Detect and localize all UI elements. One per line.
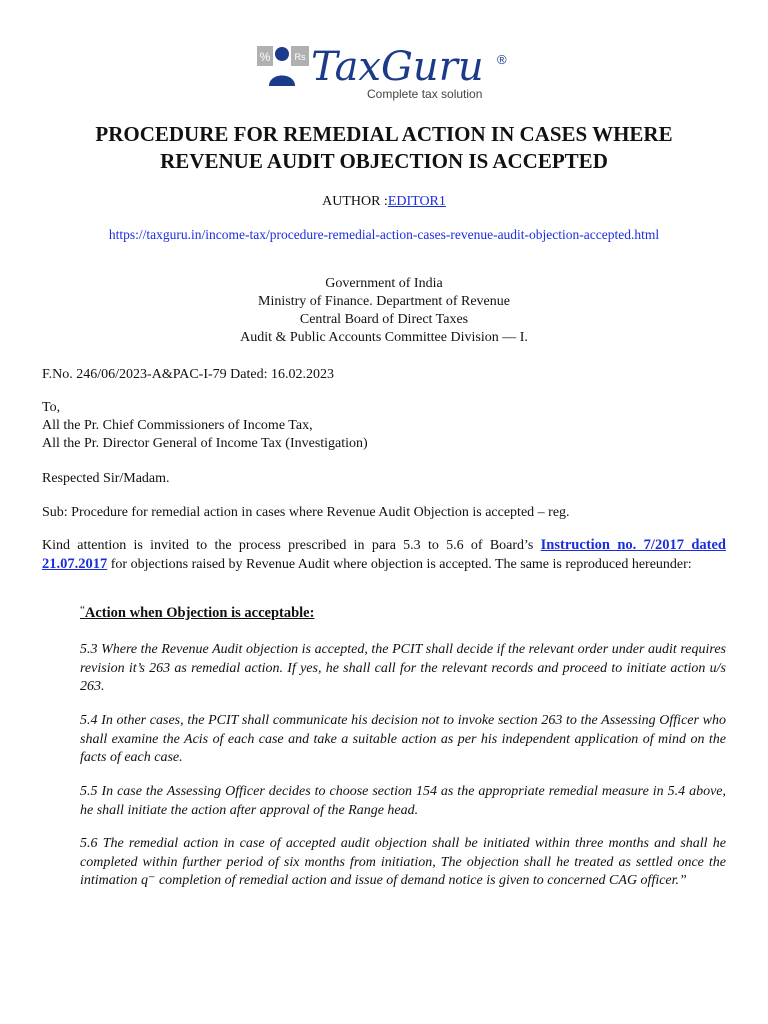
paragraph-5-4: 5.4 In other cases, the PCIT shall communicate his decision not to invoke section 263 to the Assessing Officer who shall examine the Acis of each case and take a suitable action as per his independent application of mind on the facts of each case. xyxy=(80,713,726,765)
issuer-line-3: Central Board of Direct Taxes xyxy=(299,312,469,327)
paragraph-5-5: 5.5 In case the Assessing Officer decides to choose section 154 as the appropriate remedial measure in 5.4 above, he shall initiate the action after approval of the Range head. xyxy=(80,784,726,818)
issuer-block xyxy=(0,275,768,347)
paragraph-5-3: 5.3 Where the Revenue Audit objection is accepted, the PCIT shall decide if the relevant order under audit requires revision it’s 263 as remedial action. If yes, he shall call for the relevant records and proceed to initiate action u/s 263. xyxy=(80,642,726,694)
subject-line: Sub: Procedure for remedial action in cases where Revenue Audit Objection is accepted – reg. xyxy=(42,505,570,520)
title-line-2: REVENUE AUDIT OBJECTION IS ACCEPTED xyxy=(160,149,608,173)
addressee-line-2: All the Pr. Director General of Income Tax (Investigation) xyxy=(42,436,368,451)
issuer-line-2: Ministry of Finance. Department of Revenue xyxy=(258,294,510,309)
kind-attention-text-after: for objections raised by Revenue Audit where objection is accepted. The same is reproduced hereunder: xyxy=(107,557,692,572)
addressee-block xyxy=(42,399,726,453)
person-icon-body xyxy=(269,76,295,87)
percent-icon: % xyxy=(259,50,271,64)
issuer-line-4: Audit & Public Accounts Committee Division — I. xyxy=(240,330,528,345)
author-label: AUTHOR : xyxy=(322,194,388,209)
paragraph-5-6: 5.6 The remedial action in case of accepted audit objection shall be initiated within three months and shall he completed within further period of six months from initiation, The objection shall he treated as settled once the intimation q⁻ completion of remedial action and issue of demand notice is given to concerned CAG officer.” xyxy=(80,836,726,888)
action-heading-text: Action when Objection is acceptable: xyxy=(84,605,315,621)
salutation: Respected Sir/Madam. xyxy=(42,471,170,486)
action-heading xyxy=(80,604,314,622)
registered-mark: ® xyxy=(497,52,507,67)
logo-brand-text: TaxGuru xyxy=(311,44,484,90)
source-url-link[interactable]: https://taxguru.in/income-tax/procedure-remedial-action-cases-revenue-audit-objection-accepted.html xyxy=(108,227,660,242)
person-icon-head xyxy=(275,47,289,61)
document-title xyxy=(40,121,728,175)
kind-attention-text-before: Kind attention is invited to the process prescribed in para 5.3 to 5.6 of Board’s xyxy=(42,538,541,553)
kind-attention-paragraph xyxy=(42,536,726,574)
issuer-line-1: Government of India xyxy=(325,276,443,291)
taxguru-logo xyxy=(255,42,517,102)
opening-quote-mark: “ xyxy=(80,604,85,616)
source-url-line xyxy=(0,226,768,244)
instruction-link[interactable]: Instruction no. 7/2017 dated 21.07.2017 xyxy=(42,537,726,572)
file-number: F.No. 246/06/2023-A&PAC-I-79 Dated: 16.02.2023 xyxy=(42,367,334,382)
author-line xyxy=(0,193,768,211)
author-link[interactable]: EDITOR1 xyxy=(387,194,446,209)
addressee-line-1: All the Pr. Chief Commissioners of Income Tax, xyxy=(42,418,313,433)
title-line-1: PROCEDURE FOR REMEDIAL ACTION IN CASES WHERE xyxy=(95,122,673,146)
rupee-icon: Rs xyxy=(294,52,306,62)
logo-tagline: Complete tax solution xyxy=(367,87,483,101)
taxguru-logo-graphic xyxy=(255,42,517,102)
addressee-label: To, xyxy=(42,400,61,415)
